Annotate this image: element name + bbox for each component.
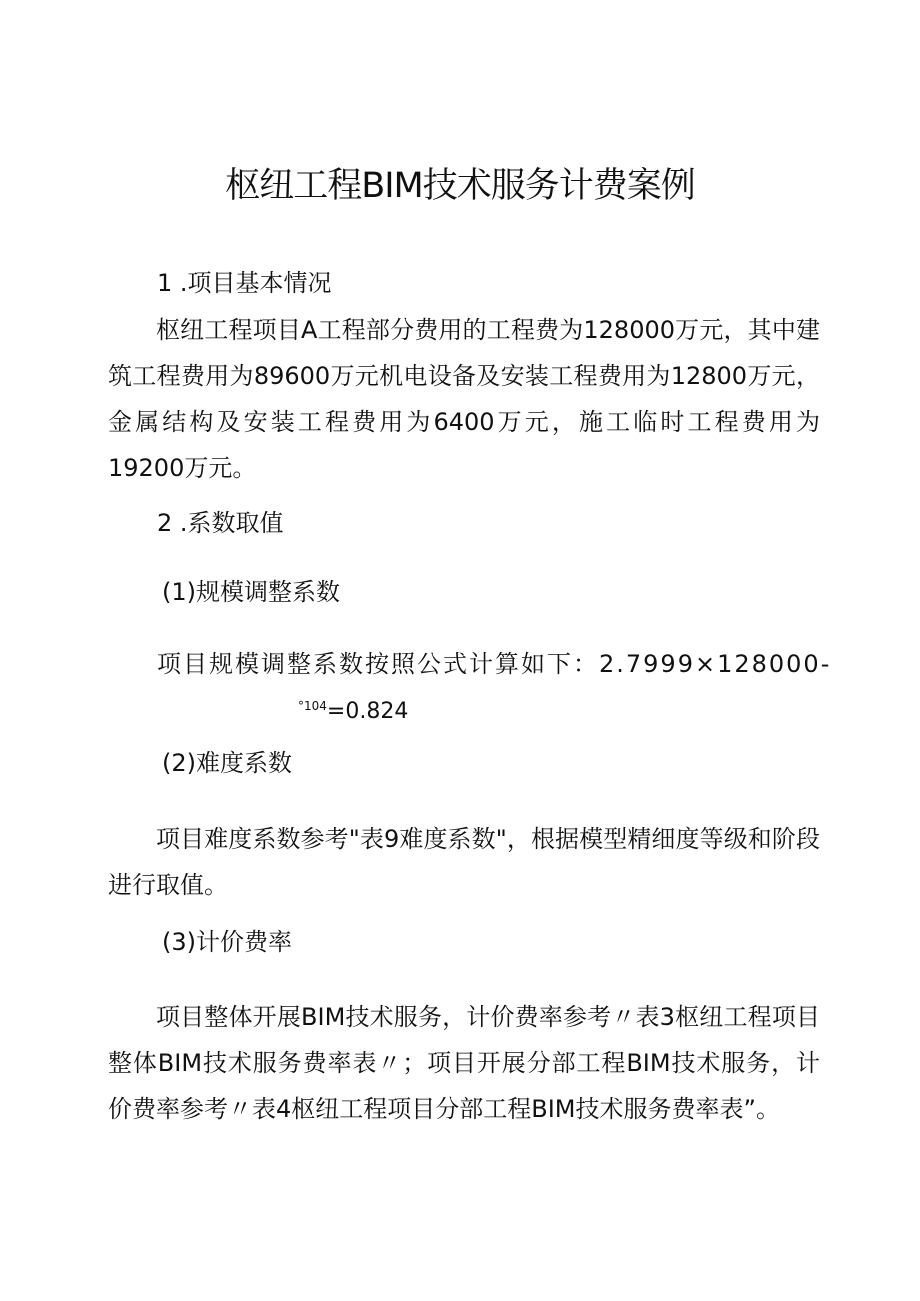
- scale-factor-heading: (1)规模调整系数: [162, 578, 340, 606]
- section-1-heading: 1 .项目基本情况: [157, 269, 332, 297]
- document-title: 枢纽工程BIM技术服务计费案例: [225, 166, 695, 206]
- formula-exponent: °104: [298, 699, 327, 713]
- section-2-heading: 2 .系数取值: [157, 509, 284, 537]
- difficulty-factor-paragraph: 项目难度系数参考"表9难度系数"，根据模型精细度等级和阶段进行取值。: [108, 825, 820, 899]
- pricing-rate-paragraph: 项目整体开展BIM技术服务，计价费率参考〃表3枢纽工程项目整体BIM技术服务费率表〃；项目开展分部工程BIM技术服务，计价费率参考〃表4枢纽工程项目分部工程BIM技术服务费率表”。: [108, 1003, 820, 1123]
- pricing-rate-heading: (3)计价费率: [162, 928, 292, 956]
- formula-result-value: =0.824: [326, 699, 409, 724]
- difficulty-factor-heading: (2)难度系数: [162, 749, 292, 777]
- scale-factor-formula-result: [298, 691, 408, 727]
- scale-factor-formula: 项目规模调整系数按照公式计算如下：2.7999×128000-: [157, 650, 832, 678]
- section-1-paragraph: 枢纽工程项目A工程部分费用的工程费为128000万元，其中建筑工程费用为89600万元机电设备及安装工程费用为12800万元，金属结构及安装工程费用为6400万元，施工临时工程费用为19200万元。: [108, 316, 820, 482]
